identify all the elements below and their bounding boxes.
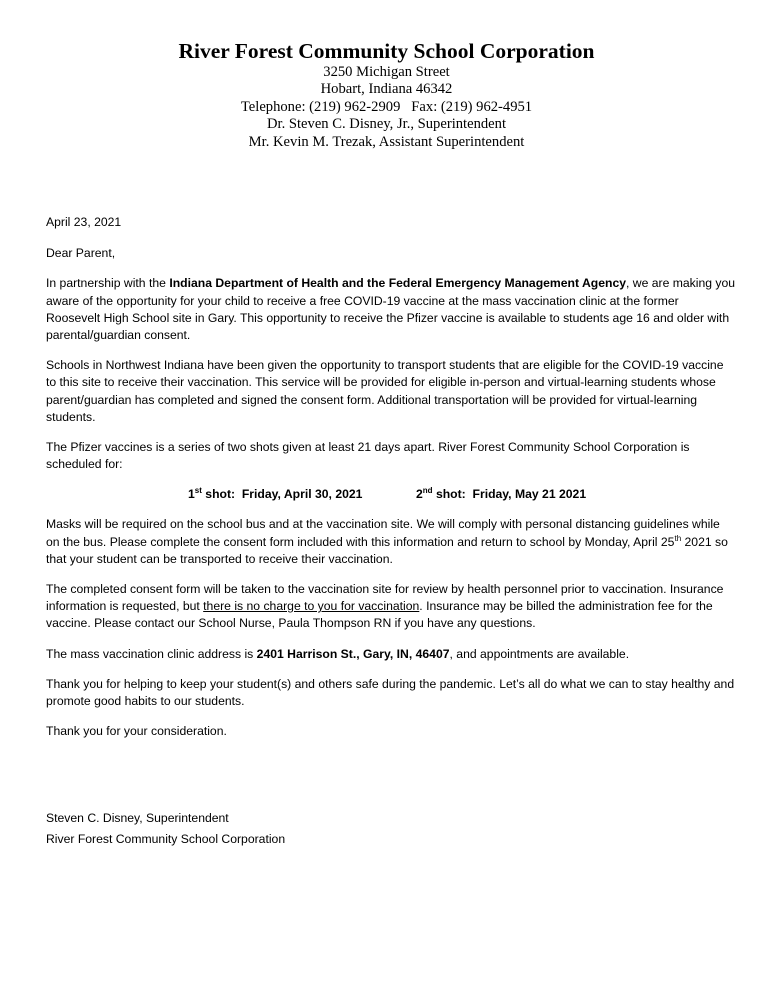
p5-text-a: The completed consent form will be taken to the vaccination site for review by health personnel prior to vaccination. Insurance information is requested, but — [46, 582, 724, 614]
first-shot-sup: st — [194, 486, 202, 496]
p4-text-b: 2021 so that your student can be transported to receive their vaccination. — [46, 534, 728, 566]
first-shot-text: shot: Friday, April 30, 2021 — [201, 487, 363, 502]
first-shot — [188, 486, 362, 503]
p6-text-a: The mass vaccination clinic address is — [46, 646, 257, 661]
paragraph-transport: Schools in Northwest Indiana have been given the opportunity to transport students that are eligible for the COVID-19 vaccine to this site to receive their vaccination. This service will be provided for eligible in-person and virtual-learning students whose parent/guardian has completed and signed the consent form. Additional transportation will be provided for virtual-learning students. — [46, 358, 724, 424]
second-shot-num: 2 — [416, 487, 423, 502]
paragraph-thanks: Thank you for helping to keep your student(s) and others safe during the pandemic. Let’s all do what we can to stay healthy and promote good habits to our students. — [46, 676, 735, 709]
paragraph-schedule: The Pfizer vaccines is a series of two shots given at least 21 days apart. River Forest Community School Corporation is scheduled for: — [46, 440, 690, 472]
p6-text-b: , and appointments are available. — [449, 646, 630, 661]
paragraph-consent — [46, 581, 736, 633]
paragraph-partnership — [46, 275, 736, 344]
superintendent-line: Dr. Steven C. Disney, Jr., Superintendent — [266, 116, 506, 133]
letter-body — [46, 214, 736, 848]
p5-text-b: . Insurance may be billed the administration fee for the vaccine. Please contact our School Nurse, Paula Thompson RN if you have any questions. — [46, 599, 713, 631]
city-address: Hobart, Indiana 46342 — [320, 81, 453, 98]
p1-text-b: , we are making you aware of the opportunity for your child to receive a free COVID-19 vaccine at the mass vaccination clinic at the former Roosevelt High School site in Gary. This opportunity to receive the Pfizer vaccine is available to students age 16 and older with parental/guardian consent. — [46, 276, 736, 343]
p4-sup: th — [674, 533, 682, 543]
paragraph-masks — [46, 516, 736, 568]
p4-text-a: Masks will be required on the school bus and at the vaccination site. We will comply with personal distancing guidelines while on the bus. Please complete the consent form included with this information and return to school by Monday, April 25 — [46, 517, 720, 549]
salutation: Dear Parent, — [46, 246, 116, 261]
signature-org: River Forest Community School Corporation — [46, 831, 286, 846]
second-shot-sup: nd — [422, 486, 433, 496]
signature-name: Steven C. Disney, Superintendent — [46, 811, 229, 826]
letterhead — [0, 38, 773, 151]
p5-no-charge: there is no charge to you for vaccination — [203, 599, 420, 614]
paragraph-closing: Thank you for your consideration. — [46, 724, 227, 739]
shot-schedule — [46, 486, 736, 503]
phone-fax: Telephone: (219) 962-2909 Fax: (219) 962-4951 — [240, 98, 533, 115]
second-shot-text: shot: Friday, May 21 2021 — [432, 487, 587, 502]
organization-name: River Forest Community School Corporation — [178, 39, 595, 63]
assistant-superintendent-line: Mr. Kevin M. Trezak, Assistant Superintendent — [248, 133, 525, 150]
p1-text-a: In partnership with the — [46, 276, 170, 291]
letter-date: April 23, 2021 — [46, 215, 122, 229]
paragraph-address — [46, 646, 736, 663]
p1-agencies: Indiana Department of Health and the Federal Emergency Management Agency — [169, 276, 626, 291]
clinic-address: 2401 Harrison St., Gary, IN, 46407 — [256, 646, 450, 661]
street-address: 3250 Michigan Street — [323, 64, 450, 80]
first-shot-num: 1 — [188, 487, 195, 502]
second-shot — [416, 486, 586, 503]
